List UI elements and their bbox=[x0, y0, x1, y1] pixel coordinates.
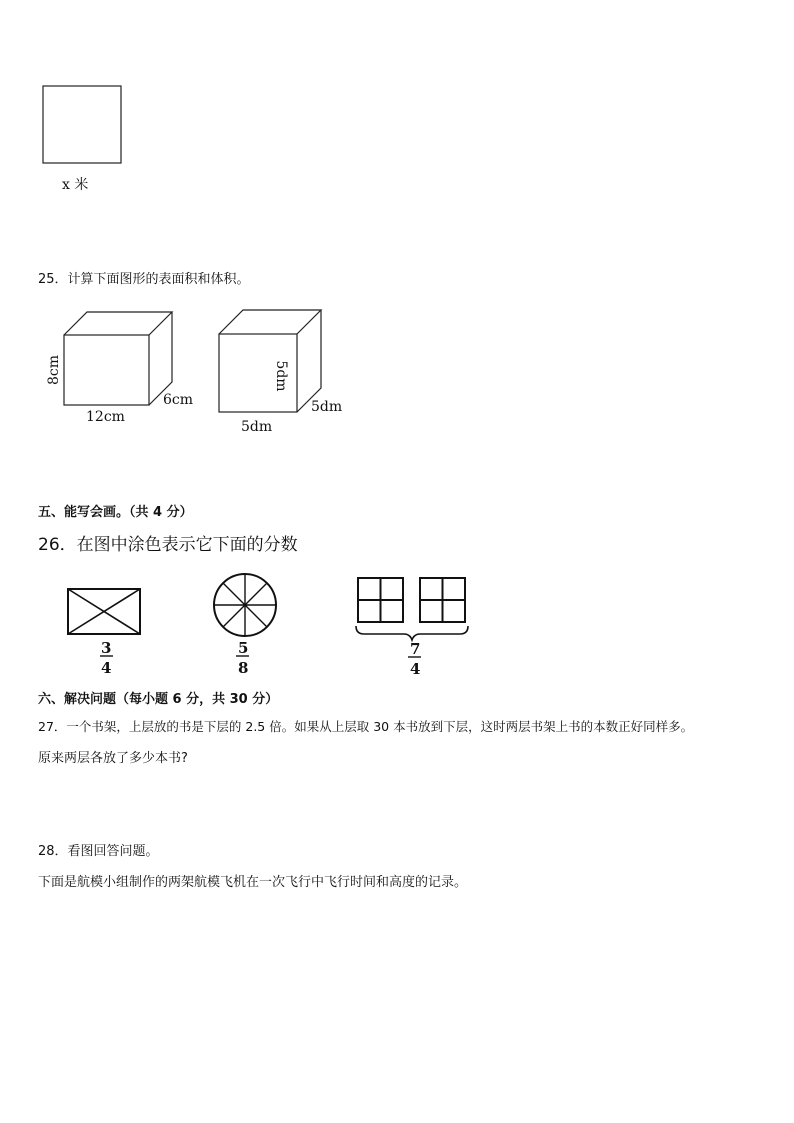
section-6-heading: 六、解决问题（每小题 6 分，共 30 分） bbox=[38, 692, 279, 707]
square-side-label: x 米 bbox=[62, 177, 89, 193]
fraction-2-denominator: 8 bbox=[238, 659, 249, 677]
question-28-line-2: 下面是航模小组制作的两架航模飞机在一次飞行中飞行时间和高度的记录。 bbox=[38, 875, 468, 890]
question-25-text: 25．计算下面图形的表面积和体积。 bbox=[38, 272, 250, 287]
fraction-3-numerator: 7 bbox=[410, 640, 421, 658]
fraction-2-numerator: 5 bbox=[238, 639, 249, 657]
cuboid-width-label: 6cm bbox=[163, 392, 194, 408]
fraction-1-denominator: 4 bbox=[101, 659, 112, 677]
cube-length-label: 5dm bbox=[241, 419, 273, 435]
question-28-line-1: 28．看图回答问题。 bbox=[38, 844, 159, 859]
section-5-heading: 五、能写会画。（共 4 分） bbox=[38, 505, 193, 520]
cuboid-length-label: 12cm bbox=[86, 409, 125, 425]
question-27-line-1: 27．一个书架，上层放的书是下层的 2.5 倍。如果从上层取 30 本书放到下层，这时两层书架上书的本数正好同样多。 bbox=[38, 719, 694, 734]
cube-height-label: 5dm bbox=[273, 360, 289, 392]
fraction-3-denominator: 4 bbox=[410, 660, 421, 678]
question-26-text: 26．在图中涂色表示它下面的分数 bbox=[38, 535, 298, 555]
cuboid-height-label: 8cm bbox=[46, 354, 62, 386]
fraction-1-numerator: 3 bbox=[101, 639, 112, 657]
question-27-line-2: 原来两层各放了多少本书? bbox=[38, 751, 188, 766]
grouping-brace bbox=[356, 626, 468, 640]
cube-width-label: 5dm bbox=[311, 399, 343, 415]
